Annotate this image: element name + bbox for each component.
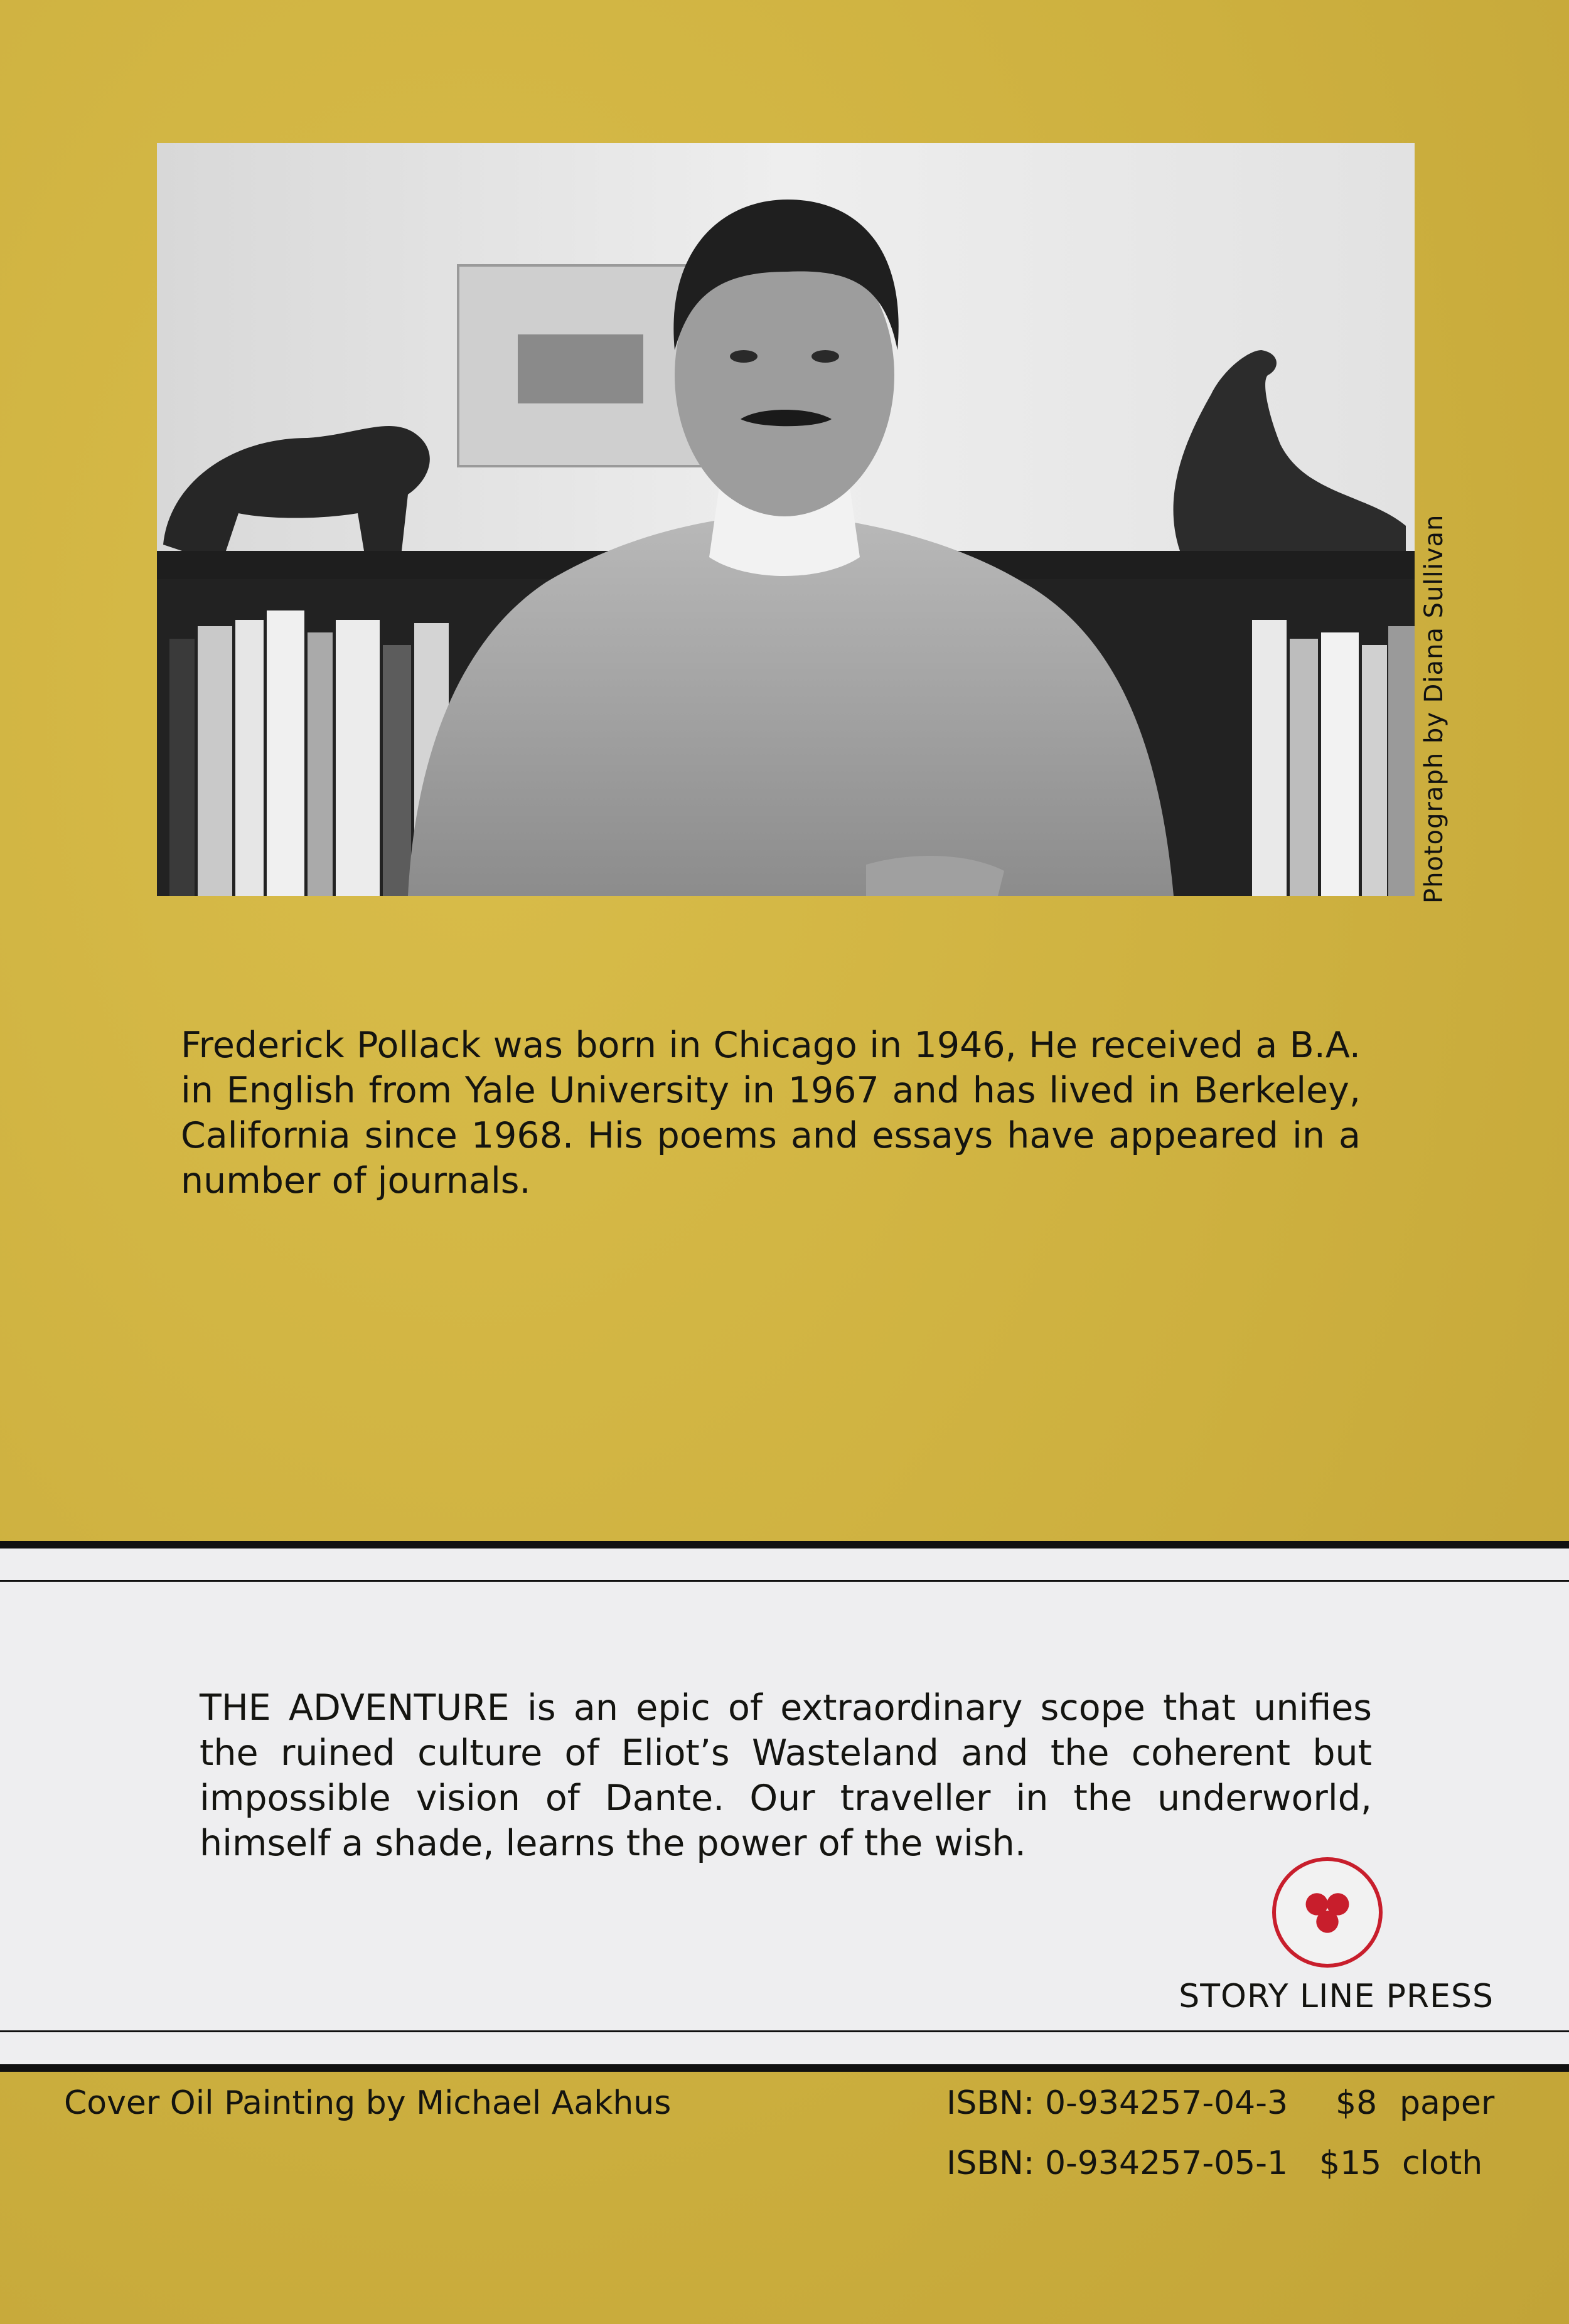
- author-bio: Frederick Pollack was born in Chicago in 1946, He received a B.A. in English from Yale University in 1967 and has lived in Berkeley, California since 1968. His poems and essays have appeared in a number of journals.: [181, 1025, 1361, 1202]
- isbn-paper: ISBN: 0-934257-04-3: [946, 2084, 1288, 2122]
- price-cloth: $15: [1319, 2145, 1382, 2182]
- band-top-thin-rule: [0, 1580, 1569, 1582]
- format-cloth: cloth: [1402, 2145, 1483, 2182]
- cover-credit: Cover Oil Painting by Michael Aakhus: [64, 2084, 672, 2122]
- isbn-cloth: ISBN: 0-934257-05-1: [946, 2145, 1288, 2182]
- publisher-name: STORY LINE PRESS: [1179, 1978, 1494, 2015]
- price-paper: $8: [1336, 2084, 1378, 2122]
- format-paper: paper: [1400, 2084, 1495, 2122]
- band-top-rule: [0, 1541, 1569, 1548]
- photo-credit: Photograph by Diana Sullivan: [1420, 514, 1449, 903]
- three-dot-circle-logo-icon: [1272, 1857, 1383, 1968]
- band-bottom-rule: [0, 2064, 1569, 2072]
- book-blurb: THE ADVENTURE is an epic of extraordinary scope that unifies the ruined culture of Eliot’s Wasteland and the coherent but impossible vision of Dante. Our traveller in the underworld, himself a shade, learns the power of the wish.: [200, 1687, 1372, 1864]
- author-photograph: [157, 143, 1415, 896]
- band-bottom-thin-rule: [0, 2030, 1569, 2032]
